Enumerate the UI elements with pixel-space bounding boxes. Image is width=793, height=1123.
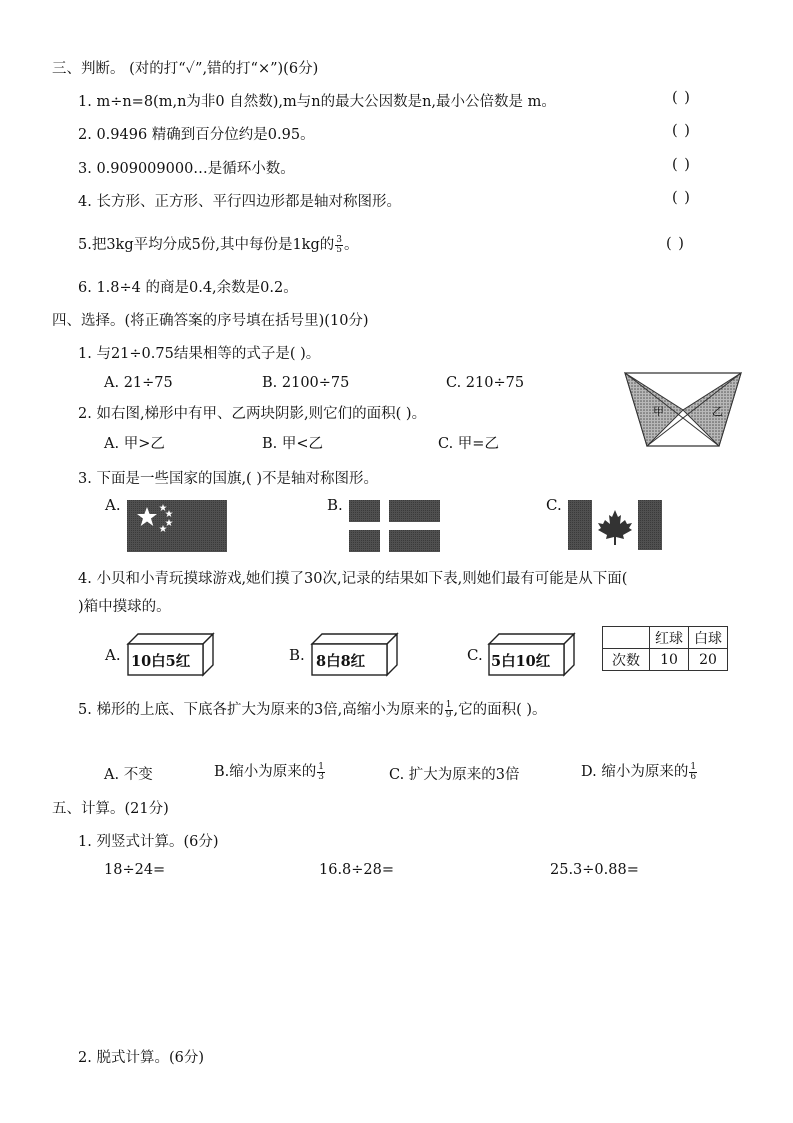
choice-q4-line2: )箱中摸球的。 [78, 599, 171, 615]
fraction-3-5: $\frac{3}{5}$ [336, 234, 342, 255]
trapezoid-figure [622, 370, 744, 450]
q4-option-c[interactable]: C. [467, 646, 483, 664]
choice-q1: 1. 与21÷0.75结果相等的式子是( )。 [78, 346, 321, 362]
q5-option-d[interactable]: D. 缩小为原来的 $\frac{1}{6}$ [581, 761, 697, 782]
choice-q5-text-a: 5. 梯形的上底、下底各扩大为原来的3倍,高缩小为原来的 [78, 702, 444, 718]
answer-paren-2[interactable]: ( ) [672, 123, 691, 139]
choice-q3: 3. 下面是一些国家的国旗,( )不是轴对称图形。 [78, 471, 378, 487]
fraction-1-3: $\frac{1}{3}$ [318, 761, 324, 782]
q3-option-c[interactable]: C. [546, 496, 562, 514]
judge-item-2: 2. 0.9496 精确到百分位约是0.95。 [78, 127, 315, 143]
flag-nordic-cross-image [349, 500, 440, 552]
q5-option-c[interactable]: C. 扩大为原来的3倍 [389, 767, 520, 783]
q1-option-b[interactable]: B. 2100÷75 [262, 375, 350, 391]
flag-china-image [127, 500, 227, 552]
box-c-label: 5白10红 [491, 653, 551, 670]
q3-option-a[interactable]: A. [105, 496, 121, 514]
result-table [602, 626, 728, 671]
q2-option-b[interactable]: B. 甲<乙 [262, 436, 324, 452]
q5-option-b[interactable]: B.缩小为原来的 $\frac{1}{3}$ [214, 761, 324, 782]
judge-item-6: 6. 1.8÷4 的商是0.4,余数是0.2。 [78, 280, 298, 296]
q1-option-a[interactable]: A. 21÷75 [104, 375, 173, 391]
table-cell-white: 20 [689, 649, 728, 671]
answer-paren-5[interactable]: ( ) [666, 236, 685, 252]
table-row [603, 627, 728, 649]
label-jia: 甲 [653, 405, 664, 418]
q4-option-a[interactable]: A. [105, 646, 121, 664]
calc-sub2-title: 2. 脱式计算。(6分) [78, 1050, 204, 1066]
choice-q2: 2. 如右图,梯形中有甲、乙两块阴影,则它们的面积( )。 [78, 406, 427, 422]
box-a-label: 10白5红 [131, 653, 191, 670]
table-header-red: 红球 [650, 627, 689, 649]
box-c [487, 632, 577, 677]
table-cell-red: 10 [650, 649, 689, 671]
calc-problem-3: 25.3÷0.88= [550, 862, 639, 878]
answer-paren-3[interactable]: ( ) [672, 157, 691, 173]
choice-q4-line1: 4. 小贝和小青玩摸球游戏,她们摸了30次,记录的结果如下表,则她们最有可能是从下面( [78, 571, 628, 587]
q2-option-a[interactable]: A. 甲>乙 [104, 436, 165, 452]
q3-option-b[interactable]: B. [327, 496, 343, 514]
calc-problem-1: 18÷24= [104, 862, 166, 878]
flag-canada-image [568, 500, 662, 550]
q5-option-a[interactable]: A. 不变 [104, 767, 153, 783]
maple-leaf-icon [598, 510, 632, 545]
judge-item-4: 4. 长方形、正方形、平行四边形都是轴对称图形。 [78, 194, 401, 210]
choice-q5-text-b: ,它的面积( )。 [453, 702, 547, 718]
fraction-1-6: $\frac{1}{6}$ [690, 761, 697, 782]
fraction-1-9: $\frac{1}{9}$ [445, 699, 452, 720]
table-header-white: 白球 [689, 627, 728, 649]
box-b [310, 632, 400, 677]
judge-item-1: 1. m÷n=8(m,n为非0 自然数),m与n的最大公因数是n,最小公倍数是 m。 [78, 94, 556, 110]
q4-option-b[interactable]: B. [289, 646, 305, 664]
section-5-title: 五、计算。(21分) [52, 801, 169, 817]
table-cell-empty [603, 627, 650, 649]
table-row [603, 649, 728, 671]
q2-option-c[interactable]: C. 甲=乙 [438, 436, 499, 452]
section-4-title: 四、选择。(将正确答案的序号填在括号里)(10分) [52, 313, 369, 329]
calc-problem-2: 16.8÷28= [319, 862, 395, 878]
box-b-label: 8白8红 [316, 653, 366, 670]
answer-paren-1[interactable]: ( ) [672, 90, 691, 106]
box-a [126, 632, 216, 677]
judge-item-5-text: 5.把3kg平均分成5份,其中每份是1kg的 [78, 237, 335, 253]
section-3-title: 三、判断。 (对的打“✓”,错的打“×”)(6分) [52, 61, 319, 77]
table-row-label: 次数 [603, 649, 650, 671]
choice-q5 [78, 698, 547, 720]
calc-sub1-title: 1. 列竖式计算。(6分) [78, 834, 219, 850]
answer-paren-4[interactable]: ( ) [672, 190, 691, 206]
label-yi: 乙 [712, 405, 723, 418]
judge-item-3: 3. 0.909009000…是循环小数。 [78, 161, 295, 177]
q1-option-c[interactable]: C. 210÷75 [446, 375, 525, 391]
judge-item-5: 5.把3kg平均分成5份,其中每份是1kg的 $\frac{3}{5}$ 。 [78, 234, 359, 255]
